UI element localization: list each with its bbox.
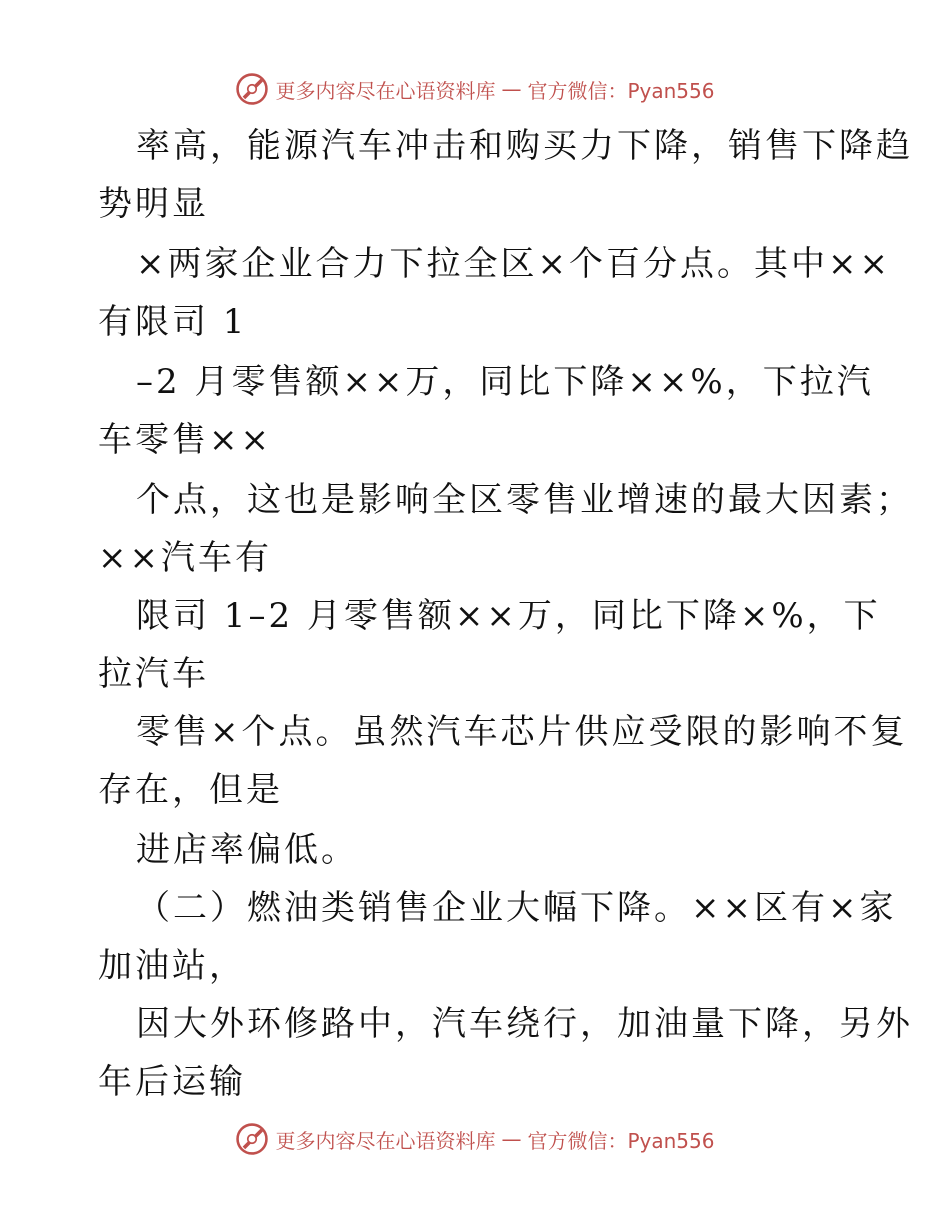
watermark-logo-icon [235, 72, 269, 106]
watermark-separator: — [501, 77, 522, 101]
watermark-text: 更多内容尽在心语资料库 [275, 1128, 496, 1153]
paragraph-line: 加油站， [98, 946, 246, 986]
paragraph-line: –2 月零售额××万，同比下降××%，下拉汽 [136, 362, 874, 402]
paragraph-line: 车零售×× [98, 420, 272, 460]
watermark-official: 官方微信：Pyan556 [527, 1128, 715, 1153]
watermark-text: 更多内容尽在心语资料库 [275, 78, 496, 103]
paragraph-line: 年后运输 [98, 1062, 246, 1102]
paragraph-line: 存在，但是 [98, 770, 283, 810]
paragraph-line: 进店率偏低。 [136, 830, 358, 870]
paragraph-line: 拉汽车 [98, 654, 209, 694]
paragraph-line: 限司 1–2 月零售额××万，同比下降×%，下 [136, 596, 881, 636]
paragraph-line: 有限司 1 [98, 302, 248, 342]
paragraph-line: 零售×个点。虽然汽车芯片供应受限的影响不复 [136, 712, 908, 752]
watermark-official: 官方微信：Pyan556 [527, 78, 715, 103]
watermark-separator: — [501, 1127, 522, 1151]
paragraph-line: 因大外环修路中，汽车绕行，加油量下降，另外 [136, 1004, 913, 1044]
footer-watermark [0, 1122, 950, 1156]
paragraph-line: 势明显 [98, 184, 209, 224]
header-watermark [0, 72, 950, 106]
paragraph-line: （二）燃油类销售企业大幅下降。××区有×家 [136, 888, 897, 928]
paragraph-line: 个点，这也是影响全区零售业增速的最大因素； [136, 480, 913, 520]
paragraph-line: 率高，能源汽车冲击和购买力下降，销售下降趋 [136, 126, 913, 166]
paragraph-line: ×两家企业合力下拉全区×个百分点。其中×× [136, 244, 891, 284]
paragraph-line: ××汽车有 [98, 538, 272, 578]
watermark-logo-icon [235, 1122, 269, 1156]
